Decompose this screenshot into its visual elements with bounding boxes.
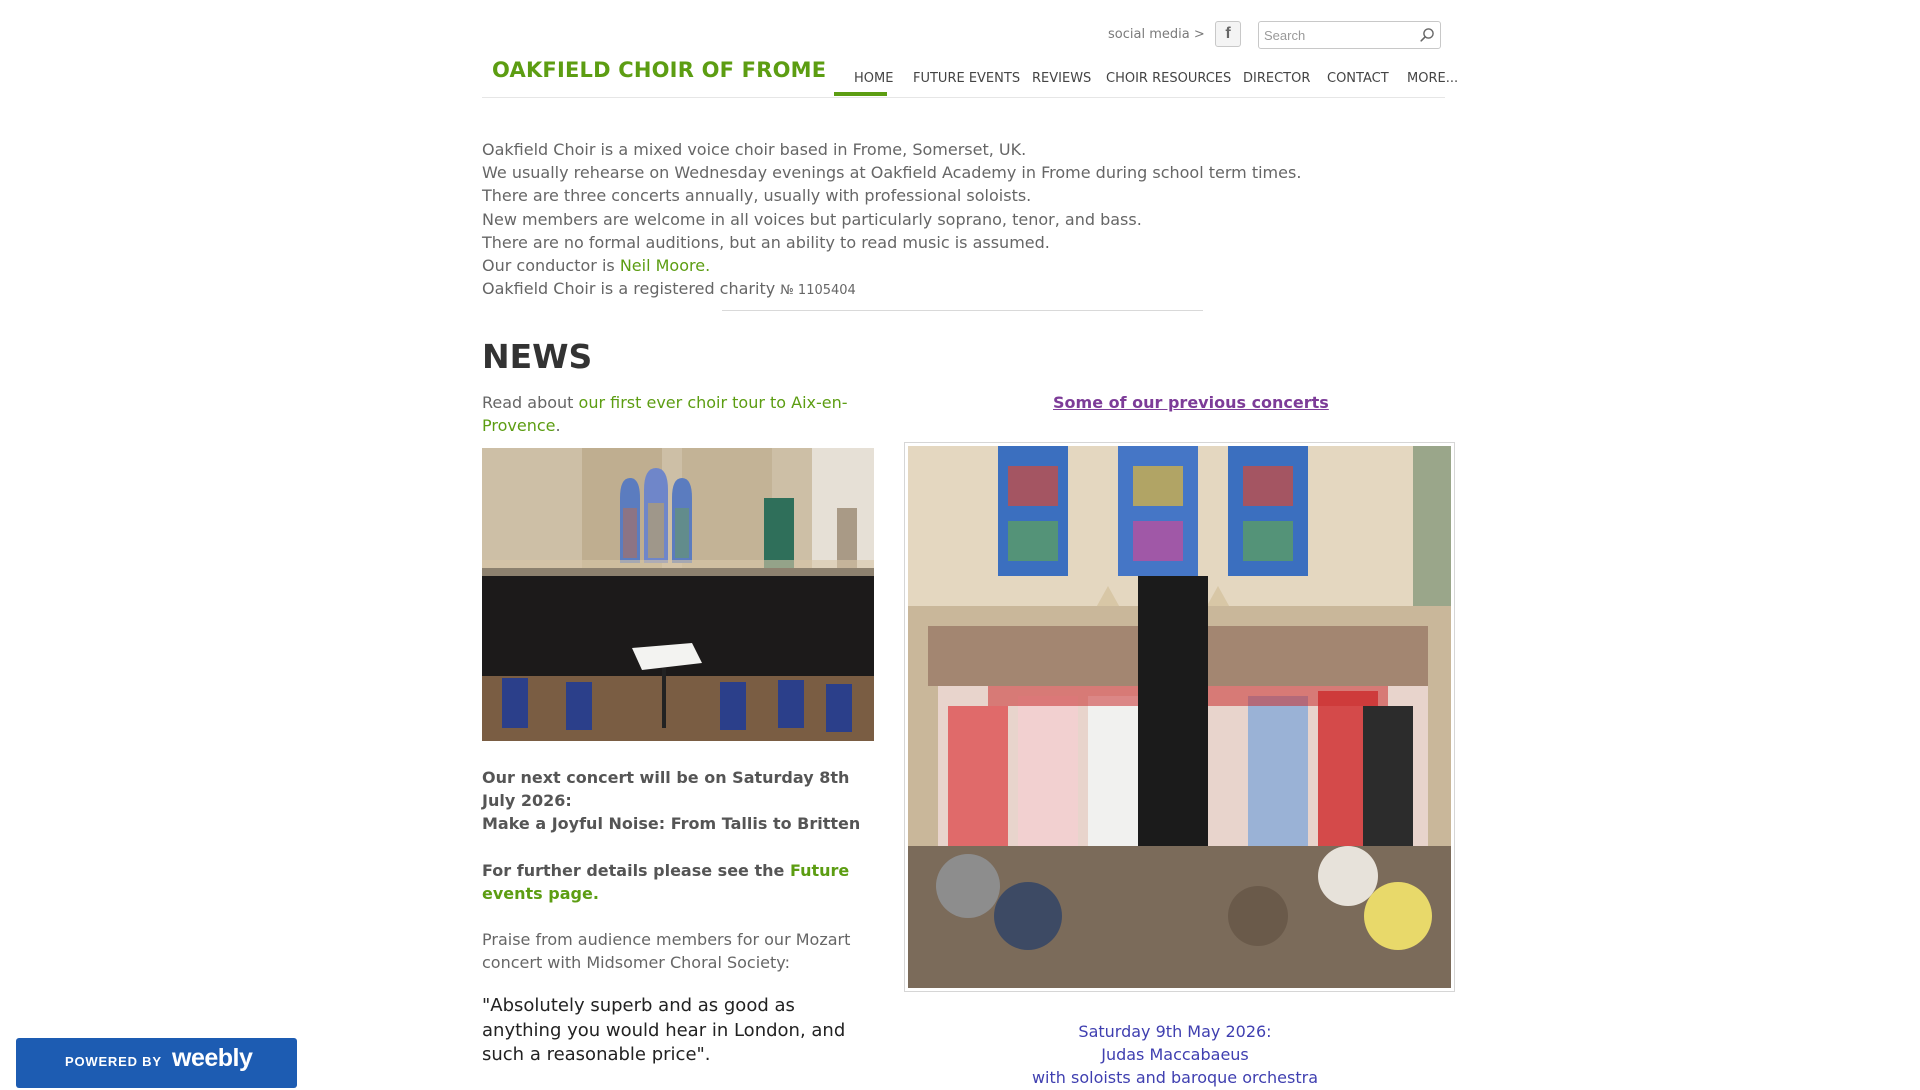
nav-home[interactable]: HOME [854, 71, 894, 86]
section-divider [722, 310, 1203, 311]
nav-contact[interactable]: CONTACT [1327, 71, 1389, 86]
search-icon[interactable] [1418, 26, 1436, 44]
nav-director[interactable]: DIRECTOR [1243, 71, 1311, 86]
conductor-line [482, 254, 1382, 277]
choir-church-photo [482, 448, 874, 741]
details-suffix: . [592, 884, 599, 903]
next-concert-title: Make a Joyful Noise: From Tallis to Britten [482, 814, 861, 834]
quote-open: " [482, 995, 491, 1016]
search-input[interactable] [1264, 25, 1414, 45]
details-prefix: For further details please see the [482, 860, 790, 880]
intro-line: There are no formal auditions, but an ability to read music is assumed. [482, 232, 1050, 252]
intro-line: Oakfield Choir is a mixed voice choir based in Frome, Somerset, UK. [482, 140, 1027, 159]
conductor-prefix: Our conductor is [482, 256, 620, 276]
concert-photo-frame[interactable] [904, 442, 1455, 992]
praise-intro [482, 928, 874, 974]
spacer [482, 836, 874, 859]
next-concert-date: Our next concert will be on Saturday 8th July 2026: [482, 768, 850, 811]
intro-line: We usually rehearse on Wednesday evenings at Oakfield Academy in Frome during school term times. [482, 163, 1302, 183]
charity-line [482, 277, 1382, 302]
news-heading: NEWS [482, 337, 593, 376]
intro-line: New members are welcome in all voices but particularly soprano, tenor, and bass. [482, 209, 1142, 229]
powered-by-label: POWERED BY [65, 1054, 162, 1069]
next-concert-block [482, 766, 874, 905]
audience-quote [482, 994, 874, 1068]
previous-concerts-link[interactable]: Some of our previous concerts [1053, 393, 1329, 412]
charity-prefix: Oakfield Choir is a registered charity [482, 279, 781, 299]
nav-active-indicator [834, 92, 887, 96]
powered-by-weebly-badge[interactable] [16, 1038, 297, 1088]
praise-text: Praise from audience members for our Mozart concert with Midsomer Choral Society: [482, 930, 851, 973]
weebly-logo: weebly [172, 1044, 253, 1072]
search-box[interactable] [1258, 21, 1441, 49]
tour-link[interactable]: our first ever choir tour to Aix-en-Provence [482, 393, 848, 436]
concert-photo [908, 446, 1451, 988]
event-date: Saturday 9th May 2026: [1078, 1022, 1272, 1041]
nav-future-events[interactable]: FUTURE EVENTS [913, 71, 1021, 86]
event-detail: with soloists and baroque orchestra [1031, 1068, 1319, 1088]
event-title: Judas Maccabaeus [1101, 1045, 1249, 1065]
conductor-suffix: . [705, 256, 711, 276]
tour-suffix: . [555, 416, 561, 436]
header-divider [482, 97, 1445, 98]
future-events-link[interactable]: Future events page [482, 860, 850, 903]
intro-text [482, 138, 1382, 302]
nav-choir-resources[interactable]: CHOIR RESOURCES [1106, 71, 1232, 86]
quote-text: Absolutely superb and as good as anything you would hear in London, and such a reasonable price". [482, 995, 846, 1065]
tour-prefix: Read about [482, 393, 579, 412]
site-title[interactable]: OAKFIELD CHOIR OF FROME [492, 58, 827, 82]
tour-text [482, 391, 874, 437]
social-media-label[interactable]: social media > [1108, 27, 1205, 42]
conductor-link[interactable]: Neil Moore [619, 256, 706, 276]
intro-line: There are three concerts annually, usually with professional soloists. [482, 186, 1032, 206]
details-line [482, 859, 874, 905]
nav-more[interactable]: MORE... [1407, 71, 1459, 86]
next-event-block [1000, 1020, 1350, 1090]
charity-number: № 1105404 [780, 283, 856, 299]
nav-reviews[interactable]: REVIEWS [1032, 71, 1092, 86]
facebook-icon[interactable]: f [1215, 21, 1241, 47]
